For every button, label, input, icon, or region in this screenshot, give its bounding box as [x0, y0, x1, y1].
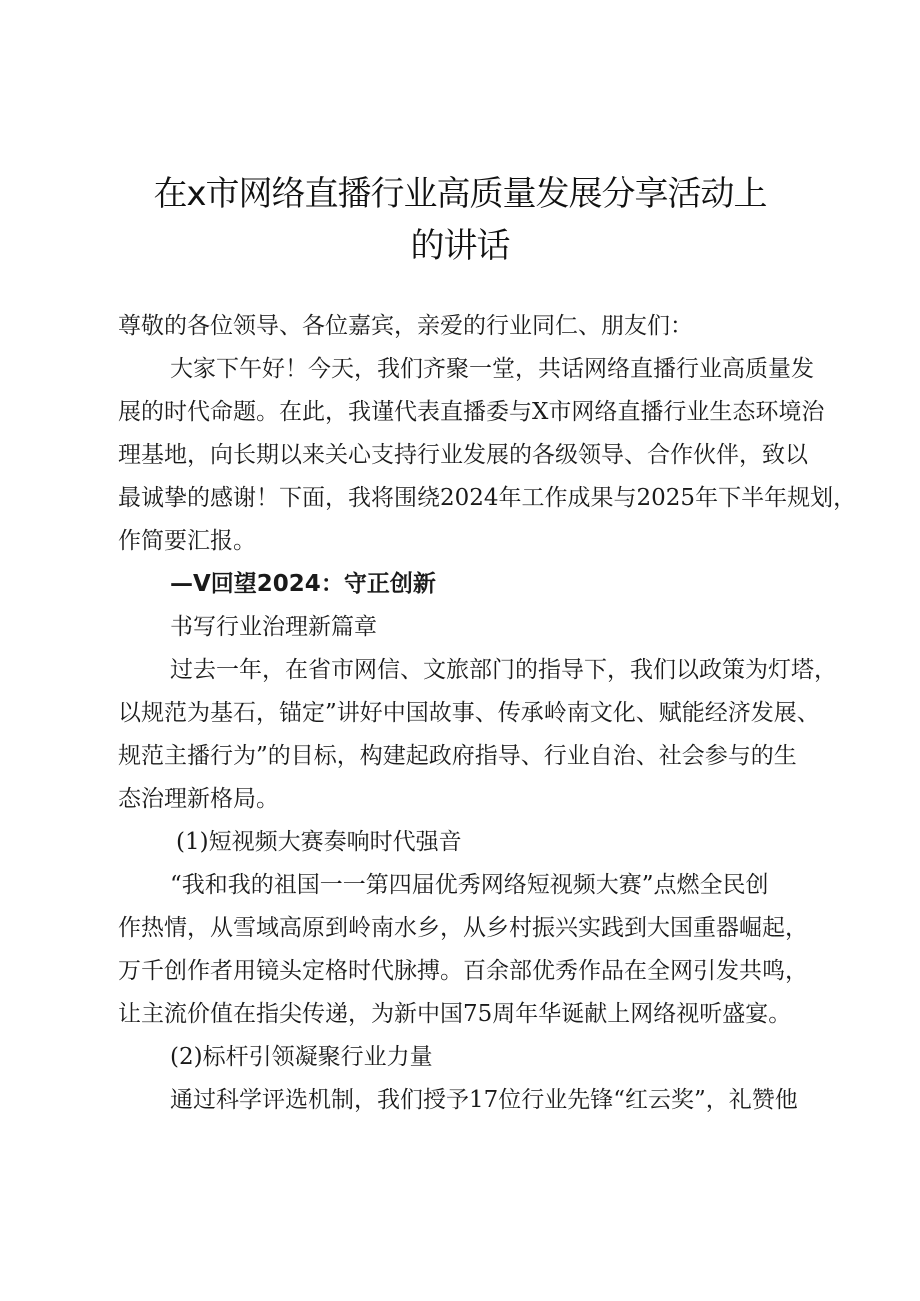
item-2-heading: (2)标杆引领凝聚行业力量	[170, 1044, 433, 1070]
salutation: 尊敬的各位领导、各位嘉宾，亲爱的行业同仁、朋友们：	[118, 313, 693, 339]
intro-line-2: 展的时代命题。在此，我谨代表直播委与X市网络直播行业生态环境治	[118, 399, 825, 425]
intro-line-1: 大家下午好！今天，我们齐聚一堂，共话网络直播行业高质量发	[170, 356, 814, 382]
section-subheading: 书写行业治理新篇章	[170, 614, 377, 640]
item-1-body-line-2: 作热情，从雪域高原到岭南水乡，从乡村振兴实践到大国重器崛起，	[118, 915, 808, 941]
item-1-body-line-4: 让主流价值在指尖传递，为新中国75周年华诞献上网络视听盛宴。	[118, 1001, 792, 1027]
item-1-body-line-3: 万千创作者用镜头定格时代脉搏。百余部优秀作品在全网引发共鸣，	[118, 958, 808, 984]
section-body-line-4: 态治理新格局。	[118, 786, 279, 812]
section-body-line-3: 规范主播行为”的目标，构建起政府指导、行业自治、社会参与的生	[118, 743, 797, 769]
section-body-line-2: 以规范为基石，锚定”讲好中国故事、传承岭南文化、赋能经济发展、	[118, 700, 820, 726]
item-1-body-line-1: “我和我的祖国一一第四届优秀网络短视频大赛”点燃全民创	[170, 872, 769, 898]
intro-line-3: 理基地，向长期以来关心支持行业发展的各级领导、合作伙伴，致以	[118, 442, 808, 468]
item-2-body-line-1: 通过科学评选机制，我们授予17位行业先锋“红云奖”，礼赞他	[170, 1087, 798, 1113]
item-1-heading: (1)短视频大赛奏响时代强音	[176, 829, 462, 855]
intro-line-4: 最诚挚的感谢！下面，我将围绕2024年工作成果与2025年下半年规划，	[118, 485, 857, 511]
section-heading: —V回望2024：守正创新	[170, 571, 436, 597]
document-title-line-2: 的讲话	[410, 226, 510, 266]
intro-line-5: 作简要汇报。	[118, 528, 256, 554]
section-body-line-1: 过去一年，在省市网信、文旅部门的指导下，我们以政策为灯塔，	[170, 657, 837, 683]
document-title-line-1: 在x市网络直播行业高质量发展分享活动上	[153, 174, 767, 214]
